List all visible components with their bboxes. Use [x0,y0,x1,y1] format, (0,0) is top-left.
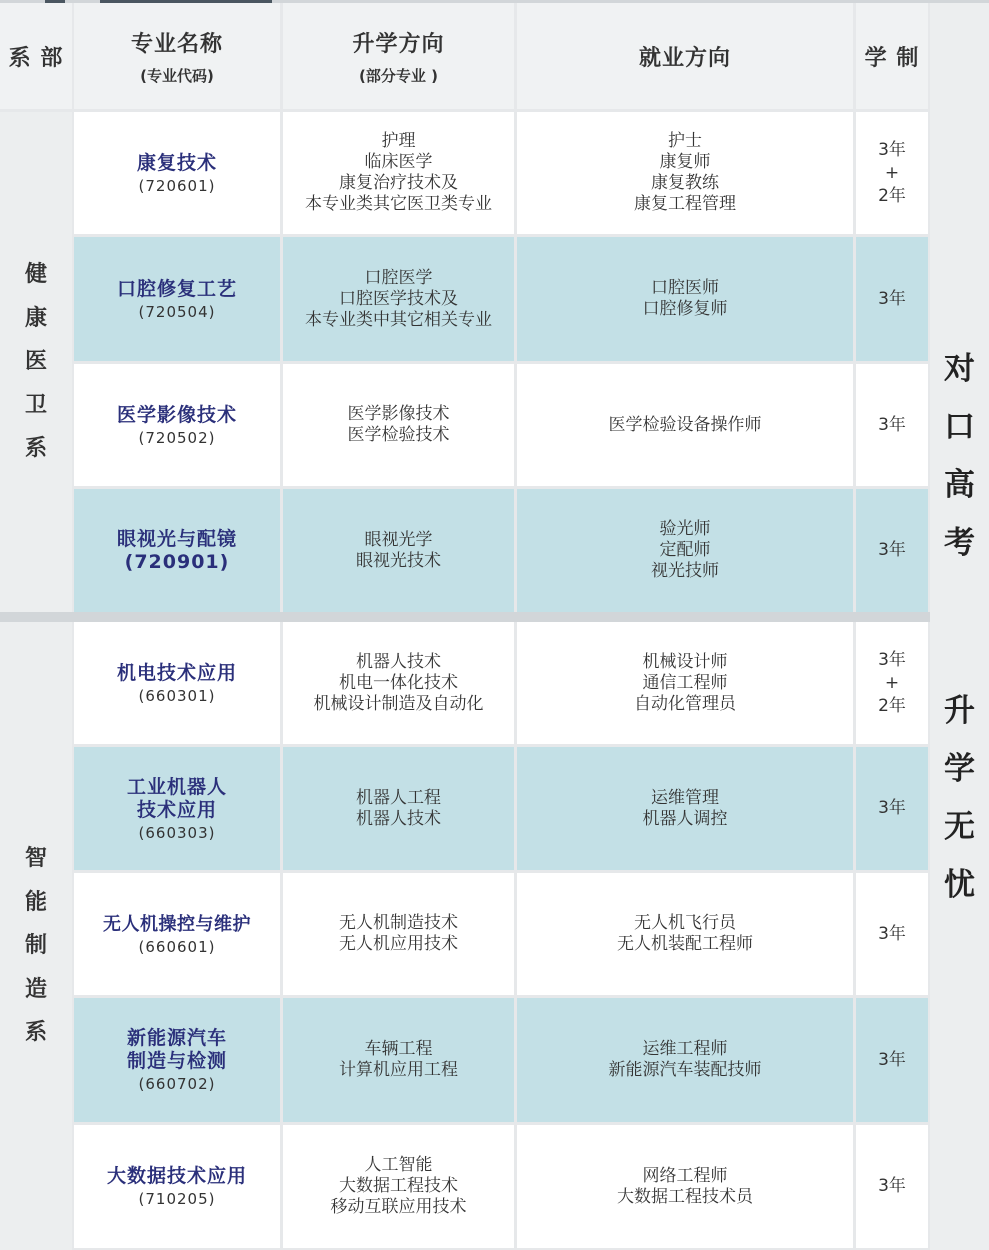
study-directions: 人工智能 大数据工程技术 移动互联应用技术 [330,1155,467,1217]
header-major-label: 专业名称 [130,31,223,57]
study-directions: 眼视光学 眼视光技术 [356,529,441,571]
table-row-jobs [517,747,853,870]
major-name: 工业机器人 技术应用 [126,775,227,821]
side-column [930,3,989,1250]
major-name: 机电技术应用 [116,661,237,684]
department-manufacturing-label [25,837,47,1055]
study-directions: 机器人工程 机器人技术 [356,787,441,829]
job-directions: 口腔医师 口腔修复师 [642,278,728,319]
duration-value: 3年 [878,540,906,560]
job-directions: 机械设计师 通信工程师 自动化管理员 [634,651,736,714]
side-char: 高 [944,467,975,503]
side-char: 对 [944,351,975,387]
major-code: (660601) [138,937,216,956]
major-name: 康复技术 [136,151,217,174]
department-manufacturing [0,622,72,1250]
side-char: 考 [944,525,975,561]
table-row-study [283,747,514,870]
header-employment [517,3,853,109]
dept-char: 康 [24,305,47,331]
study-directions: 护理 临床医学 康复治疗技术及 本专业类其它医卫类专业 [305,131,492,214]
table-row-major [74,364,280,486]
table-row-major [74,747,280,870]
table-row-study [283,489,514,612]
major-code: (720504) [138,302,216,321]
major-code: (660303) [138,823,216,842]
header-duration-label: 学 制 [864,45,920,71]
table-row-study [283,622,514,744]
major-name: 无人机操控与维护 [103,913,251,935]
table-row-jobs [517,622,853,744]
header-further-study-note: (部分专业 ) [359,66,438,85]
section-divider [0,612,930,622]
dept-char: 系 [24,1020,47,1046]
table-row-duration [856,622,928,744]
side-char: 口 [944,409,975,445]
side-label-exam [930,340,989,572]
major-name: 大数据技术应用 [106,1165,247,1187]
table-row-major [74,1125,280,1248]
table-row-study [283,998,514,1122]
table-row-duration [856,1125,928,1248]
duration-value: 3年 + 2年 [878,139,906,206]
side-char: 无 [944,809,975,845]
header-duration [856,3,928,109]
job-directions: 医学检验设备操作师 [608,414,762,435]
dept-char: 医 [24,349,47,375]
job-directions: 运维管理 机器人调控 [642,787,728,829]
job-directions: 运维工程师 新能源汽车装配技师 [608,1039,762,1080]
table-row-jobs [517,998,853,1122]
major-name: 口腔修复工艺 [116,277,237,300]
duration-value: 3年 [878,288,906,309]
major-code: (710205) [138,1190,216,1208]
study-directions: 口腔医学 口腔医学技术及 本专业类中其它相关专业 [305,267,492,330]
table-row-study [283,1125,514,1248]
major-code: (720502) [138,428,216,447]
side-char: 学 [944,751,975,787]
dept-char: 卫 [24,392,47,418]
table-row-major [74,998,280,1122]
job-directions: 无人机飞行员 无人机装配工程师 [617,913,753,954]
duration-value: 3年 [878,1049,906,1070]
table-row-major [74,873,280,995]
table-row-jobs [517,489,853,612]
table-row-major [74,489,280,612]
table-row-duration [856,747,928,870]
header-department [0,3,72,109]
table-row-jobs [517,1125,853,1248]
duration-value: 3年 [878,798,906,818]
side-char: 升 [944,693,975,729]
table-row-major [74,112,280,234]
study-directions: 机器人技术 机电一体化技术 机械设计制造及自动化 [313,651,484,714]
header-employment-label: 就业方向 [638,45,731,71]
side-label-advance [930,682,989,914]
major-code: (720901) [124,551,230,573]
table-row-study [283,237,514,361]
table-row-duration [856,998,928,1122]
table-row-study [283,873,514,995]
side-char: 忧 [944,867,975,903]
dept-char: 制 [24,933,47,959]
major-code: (660702) [138,1075,216,1093]
department-health-label [25,253,47,471]
job-directions: 护士 康复师 康复教练 康复工程管理 [634,131,736,214]
major-name: 眼视光与配镜 [116,528,237,550]
study-directions: 车辆工程 计算机应用工程 [339,1039,458,1080]
header-major [74,3,280,109]
table-row-study [283,112,514,234]
header-major-note: (专业代码) [140,66,214,85]
dept-char: 健 [24,262,47,288]
job-directions: 网络工程师 大数据工程技术员 [617,1165,753,1207]
table-row-duration [856,112,928,234]
duration-value: 3年 [878,1176,906,1196]
duration-value: 3年 [878,923,906,944]
table-row-jobs [517,873,853,995]
table-row-duration [856,873,928,995]
table-row-jobs [517,237,853,361]
duration-value: 3年 + 2年 [878,649,906,716]
table-row-major [74,622,280,744]
major-name: 新能源汽车 制造与检测 [126,1027,227,1072]
department-health [0,112,72,612]
table-row-duration [856,237,928,361]
dept-char: 造 [24,976,47,1002]
header-further-study-label: 升学方向 [352,31,445,57]
job-directions: 验光师 定配师 视光技师 [651,519,719,581]
duration-value: 3年 [878,414,906,435]
dept-char: 智 [24,846,47,872]
table-row-major [74,237,280,361]
header-department-label: 系 部 [8,45,64,71]
dept-char: 能 [24,889,47,915]
table-row-jobs [517,364,853,486]
major-code: (660301) [138,686,216,705]
table-row-duration [856,364,928,486]
table-row-study [283,364,514,486]
major-name: 医学影像技术 [116,403,237,426]
table-row-duration [856,489,928,612]
header-further-study [283,3,514,109]
major-code: (720601) [138,176,216,195]
table-row-jobs [517,112,853,234]
study-directions: 医学影像技术 医学检验技术 [347,404,450,445]
study-directions: 无人机制造技术 无人机应用技术 [339,913,458,954]
dept-char: 系 [24,436,47,462]
